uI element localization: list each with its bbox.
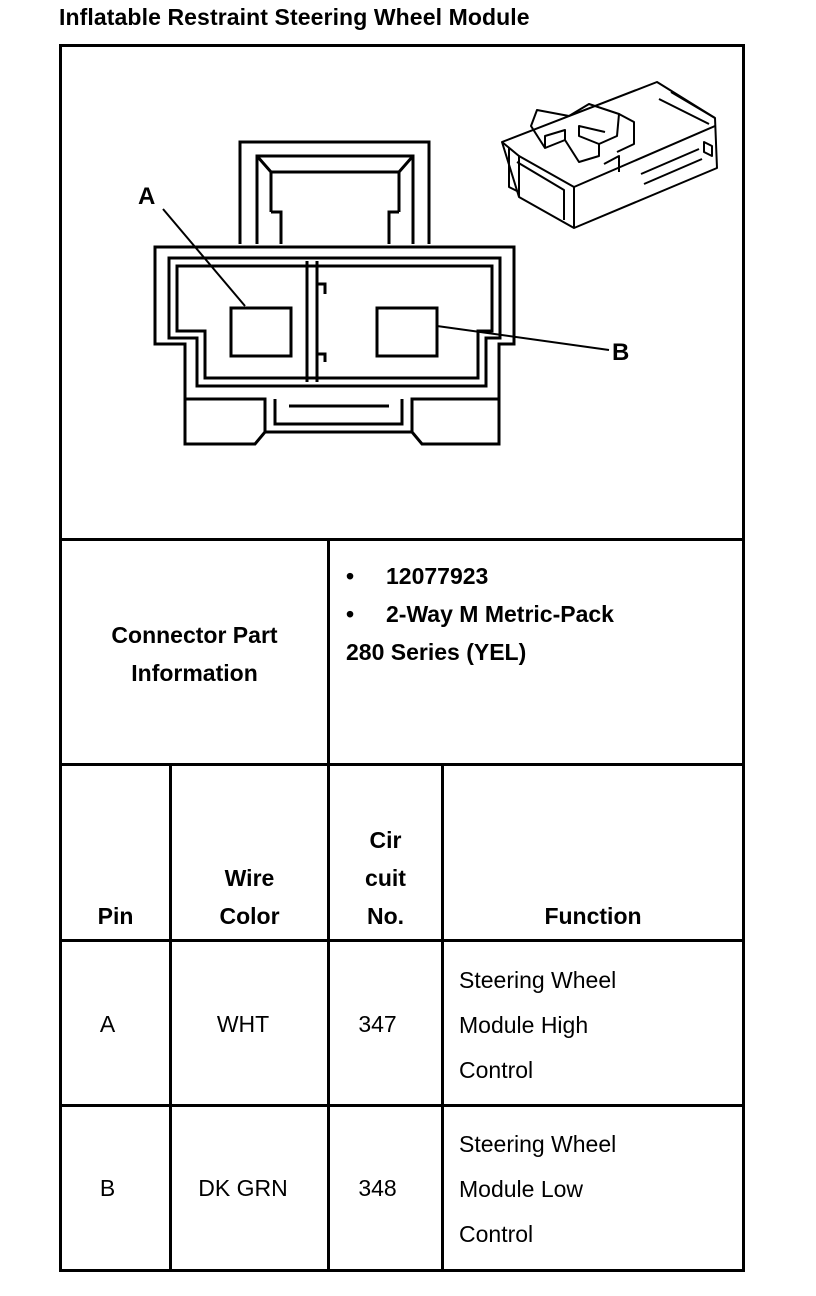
rule-col-circuit	[441, 763, 444, 1272]
connector-table	[59, 44, 745, 1272]
rule-diagram-bottom	[59, 538, 745, 541]
rule-info-bottom	[59, 763, 745, 766]
connector-info-heading	[62, 616, 327, 692]
header-wire-color-line1: Wire	[224, 865, 275, 891]
row-a-function	[459, 958, 739, 1093]
part-number: 12077923	[386, 563, 489, 589]
table-border-bottom	[59, 1269, 745, 1272]
header-wire-color-line2: Color	[219, 903, 280, 929]
row-b-function-line3: Control	[459, 1221, 534, 1247]
pin-label-a: A	[138, 183, 156, 210]
row-a-circuit: 347	[358, 1011, 397, 1037]
row-a-function-line3: Control	[459, 1057, 534, 1083]
bullet-icon: •	[346, 601, 355, 627]
row-b-function	[459, 1122, 739, 1257]
part-number-item	[346, 557, 736, 595]
leader-line-b	[437, 326, 609, 350]
connector-3d-icon	[502, 82, 717, 228]
rule-info-divider	[327, 538, 330, 766]
connector-diagram	[59, 44, 745, 538]
pin-label-b: B	[612, 339, 630, 366]
connector-feet	[185, 399, 499, 444]
row-a-wire-color: WHT	[216, 1011, 270, 1037]
row-b-circuit: 348	[358, 1175, 397, 1201]
row-a-pin: A	[99, 1011, 116, 1037]
header-circuit-line1: Cir	[369, 827, 402, 853]
connector-description-line1: 2-Way M Metric-Pack	[386, 601, 614, 627]
connector-latch	[240, 142, 429, 244]
connector-info-details	[346, 557, 736, 671]
rule-row-a-bottom	[59, 1104, 745, 1107]
page-title: Inflatable Restraint Steering Wheel Module	[59, 4, 530, 30]
row-b-function-line1: Steering Wheel	[459, 1131, 617, 1157]
header-circuit-line3: No.	[366, 903, 405, 929]
row-b-pin: B	[99, 1175, 116, 1201]
header-pin: Pin	[97, 903, 134, 929]
cavity-b	[377, 308, 437, 356]
bullet-icon: •	[346, 563, 355, 589]
row-b-function-line2: Module Low	[459, 1176, 584, 1202]
row-a-function-line1: Steering Wheel	[459, 967, 617, 993]
header-circuit-number	[330, 821, 441, 935]
connector-info-heading-line1: Connector Part	[111, 622, 278, 648]
connector-description-line2: 280 Series (YEL)	[346, 639, 527, 665]
connector-info-heading-line2: Information	[131, 660, 258, 686]
header-wire-color	[172, 859, 327, 935]
row-a-function-line2: Module High	[459, 1012, 589, 1038]
header-function: Function	[544, 903, 642, 929]
description-item	[346, 595, 736, 633]
connector-housing	[155, 247, 514, 432]
header-circuit-line2: cuit	[365, 865, 406, 891]
row-b-wire-color: DK GRN	[198, 1175, 288, 1201]
cavity-a	[231, 308, 291, 356]
rule-header-bottom	[59, 939, 745, 942]
